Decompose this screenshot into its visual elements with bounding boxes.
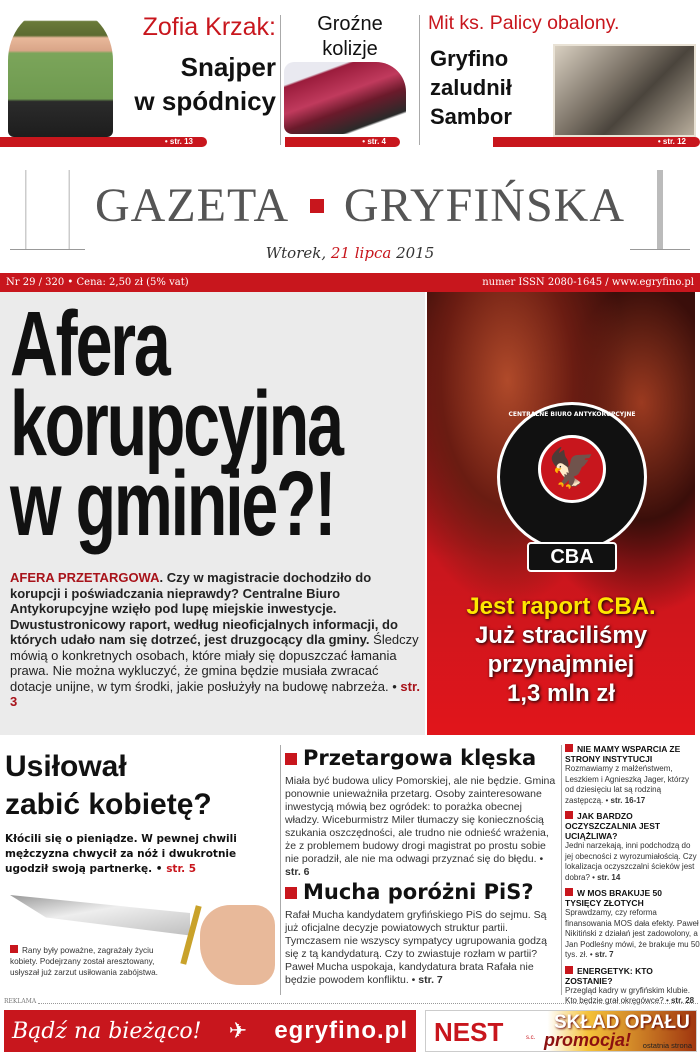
teaser-1-title-line: w spódnicy	[134, 86, 276, 116]
ad-divider	[38, 1003, 698, 1004]
title-text: ENERGETYK: KTO ZOSTANIE?	[565, 965, 653, 986]
teaser-3-title-line: Gryfino	[430, 46, 509, 71]
title-text: W MOS BRAKUJE 50 TYSIĘCY ZŁOTYCH	[565, 888, 663, 908]
divider	[419, 15, 420, 145]
title-line: Usiłował	[5, 750, 127, 783]
brief-text	[565, 841, 700, 883]
bullet-square-icon	[285, 887, 297, 899]
briefs-column	[565, 744, 700, 1007]
main-headline	[10, 293, 342, 555]
story-text	[285, 909, 557, 987]
cba-label: CBA	[527, 542, 617, 572]
text: Miała być budowa ulicy Pomorskiej, ale nie będzie. Gmina ponownie unieważniła przetarg. Osoby zainteresowane inwestycją mówią bez ogródek: to porażka obecnej władzy. Wiceburmistrz Miler tłumaczy się koniecznością szukania oszczędności, ale trudno nie odnieść wrażenia, że z problemem budowy drogi magistrat po prostu sobie nie poradził, ale nie ma odwagi przyznać się do błędu. •	[285, 775, 556, 865]
knife-caption	[10, 945, 180, 978]
teaser-photo-hunter	[8, 10, 113, 137]
brief-title	[565, 888, 700, 908]
brief-title	[565, 811, 700, 841]
divider	[561, 745, 562, 995]
ad-slogan: Bądź na bieżąco!	[12, 1018, 202, 1044]
main-lead	[10, 570, 420, 710]
page-ref[interactable]: str. 14	[597, 872, 621, 882]
teaser-3-kicker: Mit ks. Palicy obalony.	[428, 12, 620, 34]
ad-promo: promocja!	[544, 1030, 632, 1050]
ad-nest[interactable]	[425, 1010, 697, 1052]
issn-website[interactable]: numer ISSN 2080-1645 / www.egryfino.pl	[482, 277, 694, 288]
divider	[280, 15, 281, 145]
title-line: zabić kobietę?	[5, 788, 212, 821]
lead-page[interactable]: str. 3	[10, 678, 420, 709]
issue-price: Nr 29 / 320 • Cena: 2,50 zł (5% vat)	[6, 277, 189, 288]
church-illustration-left	[10, 170, 85, 250]
page-ref[interactable]: str. 7	[594, 950, 614, 959]
brief-item[interactable]	[565, 888, 700, 961]
ad-site: egryfino.pl	[274, 1017, 408, 1044]
main-story[interactable]	[0, 292, 425, 735]
teaser-3-page[interactable]: • str. 12	[493, 137, 700, 147]
page-ref[interactable]: str. 7	[418, 974, 443, 986]
bullet-square-icon	[565, 888, 573, 896]
date-date: 21 lipca	[330, 244, 392, 262]
headline-line: w gminie?!	[10, 453, 335, 555]
text: Przegląd kadry w gryfińskim klubie. Kto będzie grał okręgówce? •	[565, 985, 690, 1005]
brief-title	[565, 744, 700, 764]
story-przetargowa[interactable]	[285, 746, 557, 879]
panel-white-line: 1,3 mln zł	[506, 680, 616, 707]
panel-text	[427, 592, 695, 708]
story-text	[285, 775, 557, 879]
page-ref[interactable]: str. 5	[166, 863, 197, 875]
ad-page: ostatnia strona	[642, 1041, 692, 1050]
brief-text	[565, 764, 700, 806]
panel-yellow-line: Jest raport CBA.	[466, 593, 656, 620]
panel-white-line: przynajmniej	[487, 651, 635, 678]
teaser-1-title-line: Snajper	[180, 52, 276, 82]
page-ref[interactable]: str. 28	[670, 996, 695, 1005]
lead-text: Śledczy mówią o konkretnych osobach, które miały się dopuszczać łamania prawa. Nie można wykluczyć, że gmina będzie musiała zwracać dotacje unijne, w tym środki, jakie posłużyły na budowę nabrzeża. •	[10, 632, 419, 694]
title-text: Przetargowa klęska	[303, 746, 537, 770]
hand	[200, 905, 275, 985]
badge-ring-text: CENTRALNE BIURO ANTYKORUPCYJNE	[508, 411, 636, 418]
title-text: JAK BARDZO OCZYSZCZALNIA JEST UCIĄŻLIWA?	[565, 811, 661, 841]
text: Jedni narzekają, inni podchodzą do jej obecności z wyrozumiałością. Czy lokalizacja oczyszczalni ścieków jest dobra? •	[565, 841, 697, 882]
bullet-square-icon	[10, 945, 18, 953]
masthead-square-icon	[310, 199, 324, 213]
teaser-1-title[interactable]	[110, 50, 276, 118]
eagle-emblem-icon: 🦅	[538, 435, 606, 503]
teaser-1-kicker: Zofia Krzak:	[142, 13, 276, 41]
left-story-title	[5, 748, 275, 824]
bullet-square-icon	[565, 966, 573, 974]
teaser-3-title-line: zaludnił	[430, 75, 512, 100]
lead-kicker: AFERA PRZETARGOWA	[10, 570, 160, 585]
ad-label: REKLAMA	[4, 998, 37, 1005]
text: Kłócili się o pieniądze. W pewnej chwili mężczyzna chwycił za nóż i dwukrotnie ugodził swoją partnerkę. •	[5, 833, 237, 875]
nest-sc: s.c.	[526, 1035, 536, 1041]
brief-title	[565, 966, 700, 986]
teaser-2-title-line: kolizje	[322, 38, 378, 60]
story-title	[285, 880, 557, 905]
caption-text: Rany były poważne, zagrażały życiu kobiety. Podejrzany został aresztowany, usłyszał już zarzut usiłowania zabójstwa.	[10, 946, 158, 977]
teaser-2-page[interactable]: • str. 4	[285, 137, 400, 147]
ad-title: SKŁAD OPAŁU	[554, 1012, 690, 1033]
brief-item[interactable]	[565, 966, 700, 1007]
teaser-photo-crashed-car	[284, 62, 406, 134]
tower-illustration-right	[630, 170, 690, 250]
panel-white-line: Już straciliśmy	[474, 622, 648, 649]
left-story[interactable]	[5, 748, 275, 877]
teaser-3-title-line: Sambor	[430, 104, 512, 129]
story-title	[285, 746, 557, 771]
left-story-text	[5, 832, 275, 877]
story-mucha[interactable]	[285, 880, 557, 987]
teaser-photo-historic	[553, 44, 696, 137]
text: Sprawdzamy, czy reforma finansowania MOS dała efekty. Paweł Nikitiński z działań jest zadowolony, a Jan Podleśny mówi, że brakuje mu 50 tys. zł. •	[565, 908, 700, 959]
teaser-3-title[interactable]	[430, 44, 512, 131]
text: Rozmawiamy z małżeństwem, Leszkiem i Agnieszką Jager, którzy od dziesięciu lat są rodziną zastępczą. •	[565, 764, 690, 805]
headline-line: Afera	[10, 293, 169, 395]
masthead-left: GAZETA	[95, 179, 290, 232]
teaser-1-page[interactable]: • str. 13	[0, 137, 207, 147]
masthead-right: GRYFIŃSKA	[343, 179, 625, 232]
masthead-title[interactable]	[95, 178, 625, 233]
cba-badge	[497, 402, 647, 552]
bullet-square-icon	[565, 744, 573, 752]
brief-item[interactable]	[565, 811, 700, 883]
paper-crane-icon: ✈	[228, 1018, 248, 1044]
bullet-square-icon	[285, 753, 297, 765]
title-text: NIE MAMY WSPARCIA ZE STRONY INSTYTUCJI	[565, 744, 681, 764]
page-ref[interactable]: str. 16-17	[610, 795, 646, 805]
teaser-2-title[interactable]	[285, 12, 415, 62]
teaser-2-title-line: Groźne	[317, 13, 383, 35]
main-photo-panel	[427, 292, 695, 735]
lead-bold: . Czy w magistracie dochodziło do korupcji i poświadczania nieprawdy? Centralne Biuro Antykorupcyjne wzięło pod lupę miejskie inwestycje. Dwustustronicowy raport, według nieoficjalnych informacji, do których udało nam się dotrzeć, jest druzgocący dla gminy.	[10, 570, 398, 647]
knife-blade	[10, 895, 190, 940]
headline-line: korupcyjna	[10, 373, 342, 475]
date-year: 2015	[396, 244, 435, 262]
page-ref[interactable]: str. 6	[285, 866, 310, 878]
brief-item[interactable]	[565, 744, 700, 806]
info-bar	[0, 273, 700, 292]
brief-text	[565, 908, 700, 961]
ad-egryfino[interactable]	[4, 1010, 416, 1052]
nest-logo: NEST	[434, 1017, 504, 1047]
date-day: Wtorek,	[265, 244, 327, 262]
bullet-square-icon	[565, 811, 573, 819]
divider	[280, 745, 281, 995]
title-text: Mucha poróżni PiS?	[303, 880, 534, 904]
text: Rafał Mucha kandydatem gryfińskiego PiS do sejmu. Są już oficjalne decyzje powiatowych struktur partii. Tymczasem nie wszyscy sympatycy ugrupowania godzą się z tą kandydaturą. Czy to zwiastuje rozłam w partii? Paweł Mucha uspokaja, kandydatura brata Rafała nie będzie powodem konfliktu. •	[285, 909, 548, 986]
issue-date	[0, 244, 700, 262]
